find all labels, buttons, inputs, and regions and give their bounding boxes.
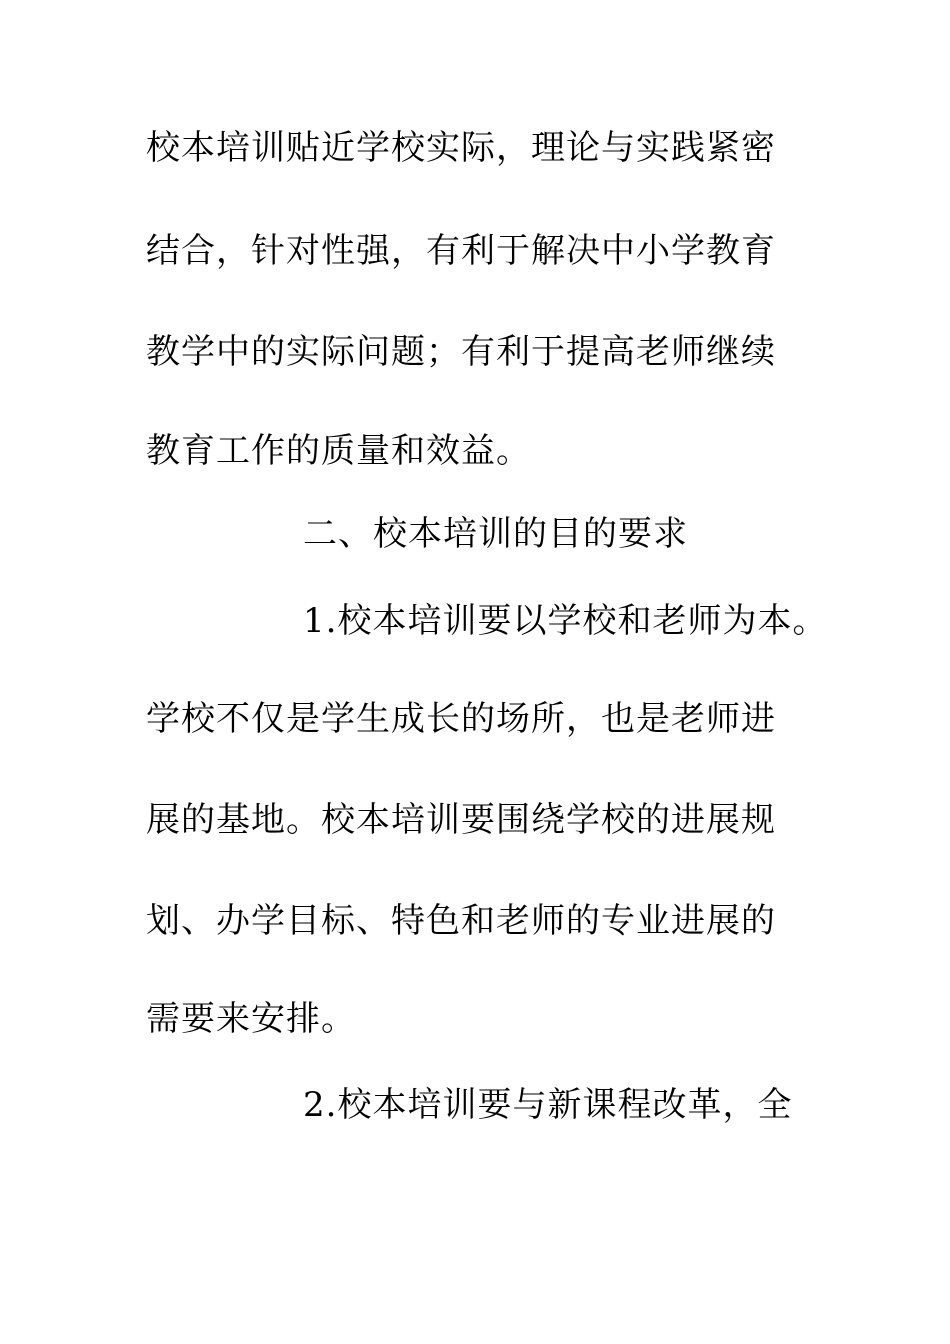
paragraph-line: 教学中的实际问题；有利于提高老师继续 [146, 332, 776, 372]
paragraph-line: 需要来安排。 [146, 999, 356, 1039]
paragraph-line: 教育工作的质量和效益。 [146, 431, 531, 471]
paragraph-line: 展的基地。校本培训要围绕学校的进展规 [146, 800, 776, 840]
paragraph-line: 校本培训贴近学校实际，理论与实践紧密 [146, 128, 776, 168]
list-item-1-title: 1.校本培训要以学校和老师为本。 [303, 601, 828, 641]
paragraph-line: 结合，针对性强，有利于解决中小学教育 [146, 231, 776, 271]
paragraph-line: 划、办学目标、特色和老师的专业进展的 [146, 901, 776, 941]
paragraph-line: 学校不仅是学生成长的场所，也是老师进 [146, 699, 776, 739]
list-item-2-title: 2.校本培训要与新课程改革，全 [303, 1085, 793, 1125]
section-heading: 二、校本培训的目的要求 [303, 514, 688, 554]
